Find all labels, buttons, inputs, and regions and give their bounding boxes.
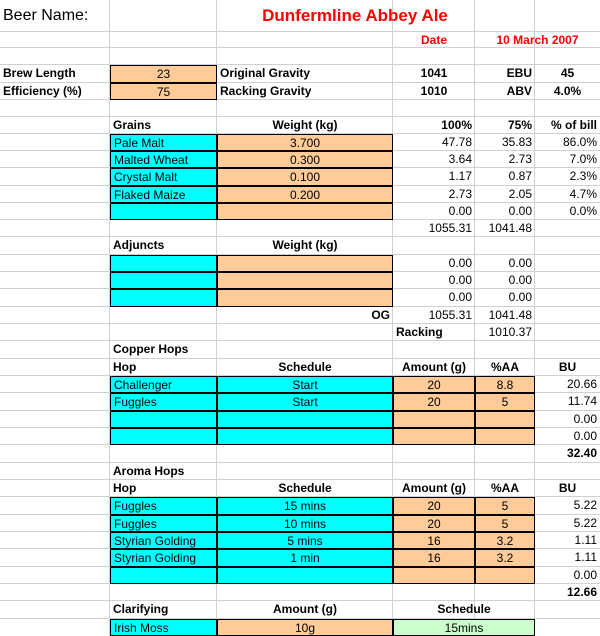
grain-75-value: 2.05 — [508, 187, 532, 201]
grain-name-input[interactable]: Crystal Malt — [110, 168, 217, 186]
copper-aa-input[interactable]: 5 — [475, 393, 535, 411]
efficiency-label: Efficiency (%) — [3, 84, 82, 98]
aroma-aa-input[interactable]: 3.2 — [475, 532, 535, 549]
grain-100-value: 47.78 — [441, 135, 472, 149]
aroma-amount-input[interactable]: 16 — [393, 532, 475, 549]
clarifier-schedule-input[interactable]: 15mins — [393, 619, 535, 636]
copper-bu-value: 0.00 — [573, 429, 597, 443]
grain-weight-input[interactable]: 0.200 — [217, 186, 393, 203]
adjuncts-weight-header: Weight (kg) — [272, 238, 338, 252]
clarifying-amount-header: Amount (g) — [273, 602, 337, 616]
adjunct-75-value: 0.00 — [508, 273, 532, 287]
grain-75-value: 0.00 — [508, 204, 532, 218]
grain-name-input[interactable]: Pale Malt — [110, 134, 217, 151]
ebu-value: 45 — [560, 66, 575, 80]
adjunct-name-input[interactable] — [110, 255, 217, 272]
copper-aa-input[interactable]: 8.8 — [475, 376, 535, 393]
copper-hops-title: Copper Hops — [113, 342, 189, 356]
aroma-hop-input[interactable]: Styrian Golding — [110, 532, 217, 549]
abv-value: 4.0% — [553, 84, 582, 98]
grains-title: Grains — [113, 118, 152, 132]
aroma-hop-input[interactable] — [110, 567, 217, 584]
grain-75-value: 2.73 — [508, 152, 532, 166]
copper-aa-header: %AA — [490, 360, 519, 374]
adjunct-75-value: 0.00 — [508, 256, 532, 270]
grain-weight-input[interactable]: 0.100 — [217, 168, 393, 186]
adjunct-100-value: 0.00 — [448, 273, 472, 287]
racking-value: 1010.37 — [488, 325, 532, 339]
grains-bill-header: % of bill — [551, 118, 597, 132]
aroma-schedule-input[interactable]: 10 mins — [217, 515, 393, 532]
copper-bu-value: 20.66 — [566, 377, 597, 391]
efficiency-input[interactable]: 75 — [110, 83, 217, 100]
grain-name-input[interactable]: Malted Wheat — [110, 151, 217, 168]
aroma-hop-input[interactable]: Fuggles — [110, 515, 217, 532]
copper-bu-value: 0.00 — [573, 412, 597, 426]
copper-schedule-input[interactable]: Start — [217, 376, 393, 393]
aroma-aa-input[interactable]: 5 — [475, 515, 535, 532]
aroma-hop-input[interactable]: Fuggles — [110, 497, 217, 515]
copper-bu-header: BU — [558, 360, 577, 374]
aroma-aa-input[interactable] — [475, 567, 535, 584]
og-calc-100: 1055.31 — [428, 308, 472, 322]
aroma-bu-value: 1.11 — [574, 533, 597, 547]
date-value[interactable]: 10 March 2007 — [496, 33, 579, 47]
adjunct-weight-input[interactable] — [217, 289, 393, 307]
grain-name-input[interactable]: Flaked Maize — [110, 186, 217, 203]
grains-total-75: 1041.48 — [488, 221, 532, 235]
grains-75-header: 75% — [507, 118, 532, 132]
adjunct-100-value: 0.00 — [448, 256, 472, 270]
rg-label: Racking Gravity — [220, 84, 312, 98]
copper-schedule-header: Schedule — [278, 360, 332, 374]
date-label: Date — [420, 33, 447, 47]
grain-bill-value: 0.0% — [569, 204, 597, 218]
rg-value: 1010 — [420, 84, 448, 98]
copper-bu-total: 32.40 — [566, 446, 597, 460]
gridline-row — [0, 462, 600, 463]
copper-amount-input[interactable] — [393, 411, 475, 428]
og-calc-label: OG — [371, 308, 390, 322]
grains-total-100: 1055.31 — [428, 221, 472, 235]
aroma-amount-input[interactable]: 20 — [393, 515, 475, 532]
copper-amount-input[interactable] — [393, 428, 475, 445]
adjunct-75-value: 0.00 — [508, 290, 532, 304]
aroma-bu-total: 12.66 — [566, 585, 597, 599]
grain-weight-input[interactable] — [217, 203, 393, 220]
copper-hop-input[interactable]: Challenger — [110, 376, 217, 393]
aroma-schedule-header: Schedule — [278, 481, 332, 495]
og-value: 1041 — [420, 66, 448, 80]
aroma-schedule-input[interactable]: 15 mins — [217, 497, 393, 515]
clarifier-name-input[interactable]: Irish Moss — [110, 619, 217, 636]
beer-name-title[interactable]: Dunfermline Abbey Ale — [262, 6, 448, 25]
clarifying-schedule-header: Schedule — [437, 602, 491, 616]
copper-aa-input[interactable] — [475, 411, 535, 428]
grain-75-value: 0.87 — [508, 169, 532, 183]
copper-schedule-input[interactable]: Start — [217, 393, 393, 411]
adjunct-weight-input[interactable] — [217, 255, 393, 272]
grain-bill-value: 4.7% — [569, 187, 597, 201]
adjunct-name-input[interactable] — [110, 272, 217, 289]
aroma-bu-header: BU — [558, 481, 577, 495]
adjunct-weight-input[interactable] — [217, 272, 393, 289]
aroma-aa-input[interactable]: 5 — [475, 497, 535, 515]
clarifying-title: Clarifying — [113, 602, 169, 616]
og-label: Original Gravity — [220, 66, 311, 80]
copper-schedule-input[interactable] — [217, 428, 393, 445]
clarifier-amount-input[interactable]: 10g — [217, 619, 393, 636]
aroma-bu-value: 5.22 — [573, 516, 597, 530]
copper-schedule-input[interactable] — [217, 411, 393, 428]
copper-amount-header: Amount (g) — [402, 360, 466, 374]
aroma-aa-input[interactable]: 3.2 — [475, 549, 535, 567]
grains-weight-header: Weight (kg) — [272, 118, 338, 132]
copper-hop-input[interactable]: Fuggles — [110, 393, 217, 411]
aroma-amount-input[interactable]: 20 — [393, 497, 475, 515]
beer-name-label: Beer Name: — [3, 7, 89, 24]
adjuncts-title: Adjuncts — [113, 238, 165, 252]
grain-name-input[interactable] — [110, 203, 217, 220]
copper-hop-header: Hop — [113, 360, 137, 374]
grain-75-value: 35.83 — [501, 135, 532, 149]
brew-length-input[interactable]: 23 — [110, 65, 217, 83]
ebu-label: EBU — [506, 66, 532, 80]
grain-weight-input[interactable]: 0.300 — [217, 151, 393, 168]
aroma-schedule-input[interactable]: 5 mins — [217, 532, 393, 549]
copper-amount-input[interactable]: 20 — [393, 376, 475, 393]
grain-bill-value: 2.3% — [569, 169, 597, 183]
brew-length-label: Brew Length — [3, 66, 76, 80]
aroma-hop-header: Hop — [113, 481, 137, 495]
aroma-aa-header: %AA — [490, 481, 519, 495]
abv-label: ABV — [506, 84, 532, 98]
aroma-schedule-input[interactable] — [217, 567, 393, 584]
grains-100-header: 100% — [441, 118, 472, 132]
aroma-amount-header: Amount (g) — [402, 481, 466, 495]
copper-hop-input[interactable] — [110, 411, 217, 428]
aroma-schedule-input[interactable]: 1 min — [217, 549, 393, 567]
adjunct-name-input[interactable] — [110, 289, 217, 307]
adjunct-100-value: 0.00 — [448, 290, 472, 304]
copper-aa-input[interactable] — [475, 428, 535, 445]
aroma-hops-title: Aroma Hops — [113, 464, 185, 478]
grain-bill-value: 86.0% — [562, 135, 597, 149]
aroma-hop-input[interactable]: Styrian Golding — [110, 549, 217, 567]
grain-weight-input[interactable]: 3.700 — [217, 134, 393, 151]
grain-100-value: 1.17 — [448, 169, 472, 183]
copper-hop-input[interactable] — [110, 428, 217, 445]
grain-100-value: 0.00 — [448, 204, 472, 218]
copper-bu-value: 11.74 — [567, 394, 597, 408]
aroma-bu-value: 5.22 — [573, 498, 597, 512]
grain-bill-value: 7.0% — [569, 152, 597, 166]
aroma-bu-value: 1.11 — [574, 550, 597, 564]
copper-amount-input[interactable]: 20 — [393, 393, 475, 411]
grain-100-value: 2.73 — [448, 187, 472, 201]
grain-100-value: 3.64 — [448, 152, 472, 166]
aroma-amount-input[interactable]: 16 — [393, 549, 475, 567]
racking-label: Racking — [396, 325, 443, 339]
aroma-bu-value: 0.00 — [573, 568, 597, 582]
aroma-amount-input[interactable] — [393, 567, 475, 584]
og-calc-75: 1041.48 — [488, 308, 532, 322]
